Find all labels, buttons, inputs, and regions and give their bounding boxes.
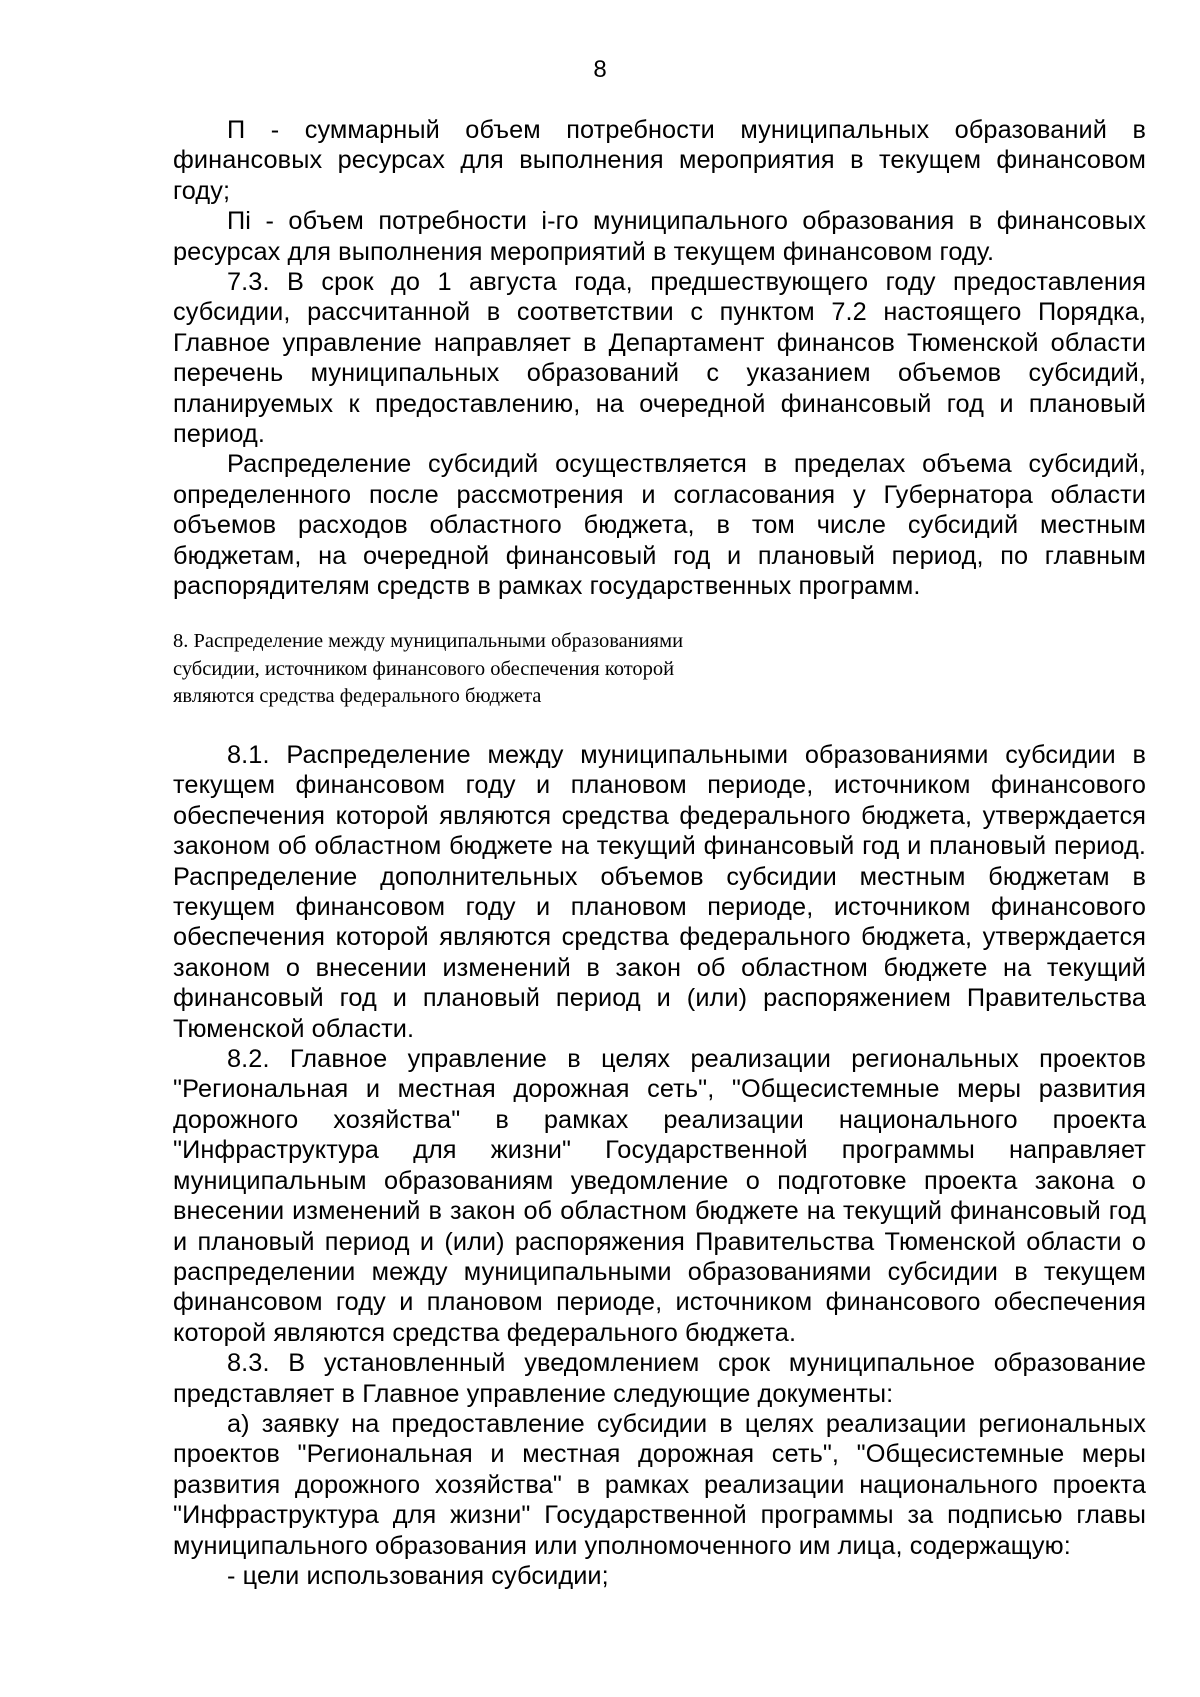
list-item: - цели использования субсидии; — [227, 1561, 609, 1590]
page-number: 8 — [593, 56, 607, 83]
paragraph: Пi - объем потребности i-го муниципального образования в финансовых ресурсах для выполнения мероприятий в текущем финансовом году. — [173, 207, 1146, 266]
paragraph-8-3-a: а) заявку на предоставление субсидии в целях реализации региональных проектов "Региональная и местная дорожная сеть", "Общесистемные меры развития дорожного хозяйства" в рамках реализации национального проекта "Инфраструктура для жизни" Государственной программы за подписью главы муниципального образования или уполномоченного им лица, содержащую: — [173, 1409, 1146, 1560]
section-heading-8 — [173, 628, 813, 711]
text-block-formula-explanation — [173, 115, 1146, 602]
paragraph-8-3: 8.3. В установленный уведомлением срок муниципальное образование представляет в Главное управление следующие документы: — [173, 1349, 1146, 1408]
heading-line: 8. Распределение между муниципальными образованиями — [173, 630, 684, 652]
paragraph-8-2: 8.2. Главное управление в целях реализации региональных проектов "Региональная и местная дорожная сеть", "Общесистемные меры развития дорожного хозяйства" в рамках реализации национального проекта "Инфраструктура для жизни" Государственной программы направляет муниципальным образованиям уведомление о подготовке проекта закона о внесении изменений в закон об областном бюджете на текущий финансовый год и плановый период и (или) распоряжения Правительства Тюменской области о распределении между муниципальными образованиями субсидии в текущем финансовом году и плановом периоде, источником финансового обеспечения которой являются средства федерального бюджета. — [173, 1045, 1146, 1347]
paragraph-7-3: 7.3. В срок до 1 августа года, предшествующего году предоставления субсидии, рассчитанной в соответствии с пунктом 7.2 настоящего Порядка, Главное управление направляет в Департамент финансов Тюменской области перечень муниципальных образований с указанием объемов субсидий, планируемых к предоставлению, на очередной финансовый год и плановый период. — [173, 268, 1146, 449]
paragraph: Распределение субсидий осуществляется в пределах объема субсидий, определенного после рассмотрения и согласования у Губернатора области объемов расходов областного бюджета, в том числе субсидий местным бюджетам, на очередной финансовый год и плановый период, по главным распорядителям средств в рамках государственных программ. — [173, 450, 1146, 601]
paragraph: П - суммарный объем потребности муниципальных образований в финансовых ресурсах для выполнения мероприятия в текущем финансовом году; — [173, 116, 1146, 205]
heading-line: являются средства федерального бюджета — [173, 685, 542, 707]
paragraph-8-1: 8.1. Распределение между муниципальными образованиями субсидии в текущем финансовом году и плановом периоде, источником финансового обеспечения которой являются средства федерального бюджета, утверждается законом об областном бюджете на текущий финансовый год и плановый период. Распределение дополнительных объемов субсидии местным бюджетам в текущем финансовом году и плановом периоде, источником финансового обеспечения которой являются средства федерального бюджета, утверждается законом о внесении изменений в закон об областном бюджете на текущий финансовый год и плановый период и (или) распоряжением Правительства Тюменской области. — [173, 741, 1146, 1043]
text-block-section-8 — [173, 740, 1146, 1591]
heading-line: субсидии, источником финансового обеспечения которой — [173, 657, 675, 680]
